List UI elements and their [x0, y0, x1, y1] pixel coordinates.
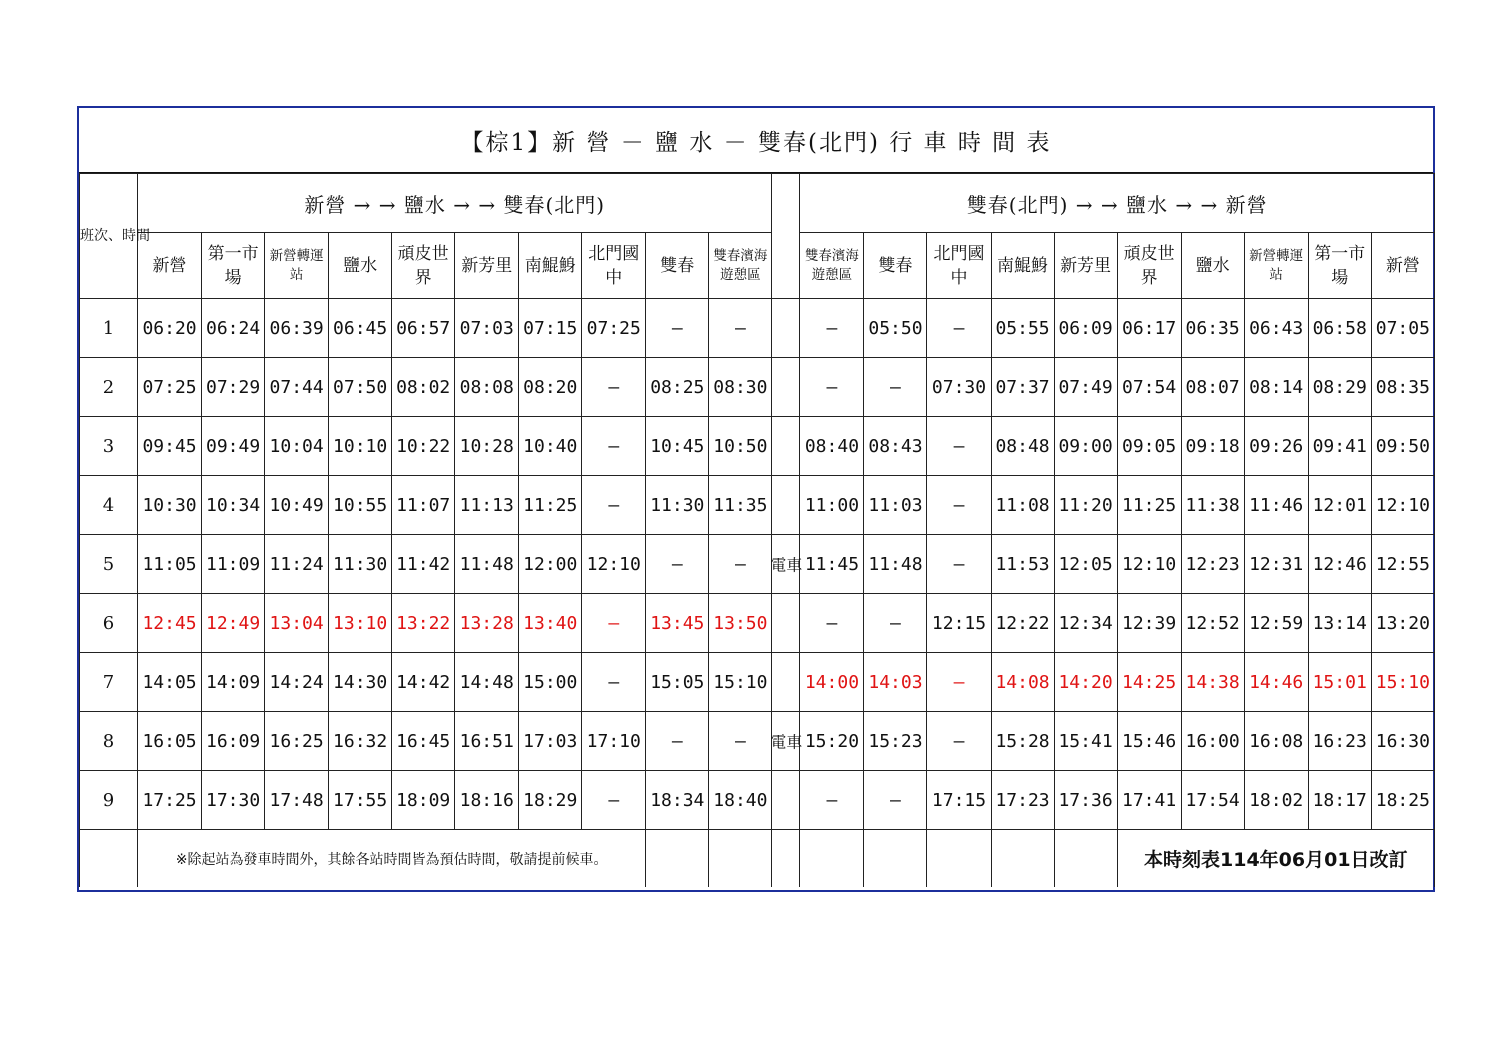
direction-outbound: 新營 → → 鹽水 → → 雙春(北門) [138, 174, 772, 233]
time-cell-inbound: 12:39 [1117, 594, 1181, 653]
footer-empty-cell [772, 830, 800, 888]
time-cell-inbound: 05:50 [864, 299, 927, 358]
time-cell-inbound: 17:54 [1181, 771, 1244, 830]
time-cell-outbound: — [646, 712, 709, 771]
time-cell-inbound: 17:23 [991, 771, 1054, 830]
time-cell-outbound: 15:10 [709, 653, 772, 712]
trip-number: 3 [80, 417, 138, 476]
time-cell-inbound: 09:26 [1244, 417, 1308, 476]
time-cell-inbound: 18:17 [1308, 771, 1371, 830]
time-cell-inbound: 09:00 [1054, 417, 1117, 476]
footer-note: ※除起站為發車時間外，其餘各站時間皆為預估時間，敬請提前候車。 [138, 830, 646, 888]
time-cell-outbound: 13:28 [455, 594, 519, 653]
stop-inbound-8: 第一市場 [1308, 233, 1371, 299]
time-cell-inbound: 15:46 [1117, 712, 1181, 771]
direction-inbound: 雙春(北門) → → 鹽水 → → 新營 [800, 174, 1435, 233]
time-cell-outbound: 16:25 [265, 712, 329, 771]
stop-inbound-0: 雙春濱海遊憩區 [800, 233, 864, 299]
time-cell-outbound: 18:34 [646, 771, 709, 830]
time-cell-inbound: 15:20 [800, 712, 864, 771]
time-cell-inbound: 14:20 [1054, 653, 1117, 712]
stop-inbound-9: 新營 [1371, 233, 1434, 299]
time-cell-inbound: — [864, 358, 927, 417]
time-cell-outbound: 14:09 [202, 653, 265, 712]
gap-header [772, 174, 800, 299]
footer-row [80, 830, 1435, 888]
time-cell-inbound: 15:41 [1054, 712, 1117, 771]
time-cell-outbound: 13:40 [519, 594, 582, 653]
time-cell-inbound: 16:23 [1308, 712, 1371, 771]
time-cell-inbound: 14:46 [1244, 653, 1308, 712]
time-cell-inbound: — [864, 771, 927, 830]
time-cell-inbound: 11:53 [991, 535, 1054, 594]
time-cell-inbound: 11:48 [864, 535, 927, 594]
time-cell-outbound: 07:29 [202, 358, 265, 417]
time-cell-inbound: 14:00 [800, 653, 864, 712]
trip-row [80, 535, 1435, 594]
time-cell-outbound: — [582, 653, 646, 712]
time-cell-inbound: 12:10 [1371, 476, 1434, 535]
vehicle-type-cell [772, 358, 800, 417]
time-cell-inbound: — [864, 594, 927, 653]
time-cell-outbound: — [646, 299, 709, 358]
time-cell-inbound: 15:01 [1308, 653, 1371, 712]
time-cell-inbound: — [927, 476, 991, 535]
time-cell-outbound: 11:05 [138, 535, 202, 594]
time-cell-inbound: 17:41 [1117, 771, 1181, 830]
time-cell-inbound: — [927, 535, 991, 594]
time-cell-outbound: — [582, 594, 646, 653]
time-cell-inbound: 07:05 [1371, 299, 1434, 358]
time-cell-outbound: 10:10 [329, 417, 392, 476]
timetable-grid [79, 173, 1435, 887]
time-cell-outbound: 11:35 [709, 476, 772, 535]
time-cell-outbound: 14:24 [265, 653, 329, 712]
time-cell-outbound: 10:45 [646, 417, 709, 476]
time-cell-inbound: 11:25 [1117, 476, 1181, 535]
time-cell-outbound: 18:40 [709, 771, 772, 830]
time-cell-inbound: 13:14 [1308, 594, 1371, 653]
time-cell-inbound: 08:14 [1244, 358, 1308, 417]
time-cell-outbound: 17:03 [519, 712, 582, 771]
time-cell-inbound: 18:25 [1371, 771, 1434, 830]
time-cell-inbound: 08:43 [864, 417, 927, 476]
footer-empty-cell [800, 830, 864, 888]
stop-inbound-4: 新芳里 [1054, 233, 1117, 299]
stop-outbound-8: 雙春 [646, 233, 709, 299]
time-cell-inbound: 05:55 [991, 299, 1054, 358]
time-cell-outbound: 06:39 [265, 299, 329, 358]
time-cell-outbound: 07:44 [265, 358, 329, 417]
time-cell-outbound: 09:49 [202, 417, 265, 476]
time-cell-inbound: 07:30 [927, 358, 991, 417]
time-cell-outbound: — [709, 712, 772, 771]
time-cell-inbound: 11:03 [864, 476, 927, 535]
time-cell-outbound: 09:45 [138, 417, 202, 476]
time-cell-outbound: 08:30 [709, 358, 772, 417]
time-cell-inbound: 16:00 [1181, 712, 1244, 771]
footer-blank [80, 830, 138, 888]
trip-row [80, 771, 1435, 830]
time-cell-outbound: 06:20 [138, 299, 202, 358]
time-cell-inbound: 11:46 [1244, 476, 1308, 535]
stop-outbound-2: 新營轉運站 [265, 233, 329, 299]
time-cell-inbound: — [800, 358, 864, 417]
time-cell-inbound: 09:41 [1308, 417, 1371, 476]
time-cell-inbound: 06:43 [1244, 299, 1308, 358]
time-cell-outbound: 08:25 [646, 358, 709, 417]
trip-row [80, 299, 1435, 358]
time-cell-outbound: — [582, 417, 646, 476]
footer-empty-cell [646, 830, 709, 888]
time-cell-outbound: 10:34 [202, 476, 265, 535]
time-cell-inbound: 12:05 [1054, 535, 1117, 594]
stop-inbound-7: 新營轉運站 [1244, 233, 1308, 299]
time-cell-inbound: 12:10 [1117, 535, 1181, 594]
time-cell-outbound: — [582, 476, 646, 535]
time-cell-outbound: 16:32 [329, 712, 392, 771]
time-cell-outbound: 11:07 [392, 476, 455, 535]
stop-inbound-1: 雙春 [864, 233, 927, 299]
time-cell-outbound: 13:10 [329, 594, 392, 653]
stop-inbound-3: 南鯤鯓 [991, 233, 1054, 299]
time-cell-inbound: 11:20 [1054, 476, 1117, 535]
time-cell-outbound: 11:25 [519, 476, 582, 535]
time-cell-outbound: 14:30 [329, 653, 392, 712]
time-cell-inbound: 07:49 [1054, 358, 1117, 417]
time-cell-inbound: 17:36 [1054, 771, 1117, 830]
time-cell-outbound: 11:42 [392, 535, 455, 594]
time-cell-inbound: 12:31 [1244, 535, 1308, 594]
time-cell-inbound: — [927, 653, 991, 712]
time-cell-outbound: 06:24 [202, 299, 265, 358]
time-cell-inbound: 15:10 [1371, 653, 1434, 712]
time-cell-outbound: — [709, 535, 772, 594]
time-cell-outbound: 11:48 [455, 535, 519, 594]
footer-empty-cell [1054, 830, 1117, 888]
time-cell-inbound: 09:50 [1371, 417, 1434, 476]
time-cell-outbound: 10:04 [265, 417, 329, 476]
time-cell-outbound: 16:09 [202, 712, 265, 771]
time-cell-outbound: 12:45 [138, 594, 202, 653]
vehicle-type-label: 電車 [770, 555, 803, 575]
stop-inbound-6: 鹽水 [1181, 233, 1244, 299]
time-cell-outbound: 15:00 [519, 653, 582, 712]
time-cell-outbound: 13:04 [265, 594, 329, 653]
time-cell-outbound: — [582, 771, 646, 830]
time-cell-inbound: 15:23 [864, 712, 927, 771]
time-cell-inbound: 11:38 [1181, 476, 1244, 535]
trip-number: 9 [80, 771, 138, 830]
time-cell-inbound: 12:46 [1308, 535, 1371, 594]
time-cell-outbound: 07:25 [582, 299, 646, 358]
trip-row [80, 358, 1435, 417]
time-cell-inbound: — [927, 712, 991, 771]
corner-label: 班次、時間 [80, 174, 138, 299]
time-cell-inbound: — [927, 299, 991, 358]
stop-outbound-3: 鹽水 [329, 233, 392, 299]
time-cell-outbound: 17:48 [265, 771, 329, 830]
time-cell-outbound: 17:10 [582, 712, 646, 771]
time-cell-inbound: 14:25 [1117, 653, 1181, 712]
time-cell-outbound: 18:09 [392, 771, 455, 830]
vehicle-type-cell [772, 476, 800, 535]
trip-row [80, 417, 1435, 476]
time-cell-inbound: 08:29 [1308, 358, 1371, 417]
time-cell-inbound: 12:34 [1054, 594, 1117, 653]
time-cell-inbound: 12:23 [1181, 535, 1244, 594]
vehicle-type-cell [772, 653, 800, 712]
time-cell-inbound: 12:52 [1181, 594, 1244, 653]
time-cell-outbound: 10:28 [455, 417, 519, 476]
time-cell-outbound: 11:30 [329, 535, 392, 594]
time-cell-outbound: 16:05 [138, 712, 202, 771]
footer-empty-cell [991, 830, 1054, 888]
time-cell-outbound: 11:09 [202, 535, 265, 594]
time-cell-outbound: 12:10 [582, 535, 646, 594]
time-cell-outbound: 06:45 [329, 299, 392, 358]
trip-row [80, 594, 1435, 653]
time-cell-outbound: 07:25 [138, 358, 202, 417]
vehicle-type-cell [772, 299, 800, 358]
revision-date: 本時刻表114年06月01日改訂 [1117, 830, 1434, 888]
time-cell-inbound: — [927, 417, 991, 476]
trip-row [80, 653, 1435, 712]
time-cell-outbound: 16:51 [455, 712, 519, 771]
trip-number: 2 [80, 358, 138, 417]
footer-empty-cell [864, 830, 927, 888]
time-cell-inbound: — [800, 771, 864, 830]
vehicle-type-cell [772, 594, 800, 653]
vehicle-type-cell [772, 417, 800, 476]
time-cell-inbound: 13:20 [1371, 594, 1434, 653]
stop-outbound-4: 頑皮世界 [392, 233, 455, 299]
time-cell-inbound: 12:55 [1371, 535, 1434, 594]
time-cell-inbound: 14:08 [991, 653, 1054, 712]
stop-inbound-5: 頑皮世界 [1117, 233, 1181, 299]
time-cell-inbound: 08:35 [1371, 358, 1434, 417]
time-cell-inbound: 07:54 [1117, 358, 1181, 417]
time-cell-outbound: 08:02 [392, 358, 455, 417]
time-cell-outbound: 14:48 [455, 653, 519, 712]
trip-number: 6 [80, 594, 138, 653]
time-cell-inbound: 12:01 [1308, 476, 1371, 535]
time-cell-inbound: 06:35 [1181, 299, 1244, 358]
time-cell-outbound: 10:55 [329, 476, 392, 535]
time-cell-inbound: 15:28 [991, 712, 1054, 771]
time-cell-outbound: — [709, 299, 772, 358]
time-cell-outbound: 06:57 [392, 299, 455, 358]
stops-header-row [80, 233, 1435, 299]
time-cell-inbound: 12:15 [927, 594, 991, 653]
time-cell-outbound: — [582, 358, 646, 417]
time-cell-outbound: 18:16 [455, 771, 519, 830]
vehicle-type-cell [770, 535, 803, 594]
time-cell-outbound: 17:25 [138, 771, 202, 830]
trip-number: 8 [80, 712, 138, 771]
time-cell-outbound: 11:13 [455, 476, 519, 535]
time-cell-inbound: 14:38 [1181, 653, 1244, 712]
trip-number: 1 [80, 299, 138, 358]
time-cell-outbound: 14:05 [138, 653, 202, 712]
stop-outbound-6: 南鯤鯓 [519, 233, 582, 299]
time-cell-inbound: 12:59 [1244, 594, 1308, 653]
time-cell-inbound: — [800, 594, 864, 653]
time-cell-outbound: 13:22 [392, 594, 455, 653]
time-cell-outbound: 18:29 [519, 771, 582, 830]
time-cell-outbound: 13:45 [646, 594, 709, 653]
vehicle-type-cell [772, 771, 800, 830]
stop-outbound-1: 第一市場 [202, 233, 265, 299]
time-cell-outbound: 08:20 [519, 358, 582, 417]
time-cell-inbound: 18:02 [1244, 771, 1308, 830]
time-cell-outbound: 07:15 [519, 299, 582, 358]
time-cell-outbound: 10:22 [392, 417, 455, 476]
trip-number: 5 [80, 535, 138, 594]
time-cell-outbound: 12:49 [202, 594, 265, 653]
time-cell-inbound: 12:22 [991, 594, 1054, 653]
time-cell-outbound: 12:00 [519, 535, 582, 594]
time-cell-outbound: 10:50 [709, 417, 772, 476]
trip-row [80, 476, 1435, 535]
time-cell-inbound: 17:15 [927, 771, 991, 830]
time-cell-outbound: 08:08 [455, 358, 519, 417]
trip-row [80, 712, 1435, 771]
time-cell-outbound: 14:42 [392, 653, 455, 712]
footer-empty-cell [927, 830, 991, 888]
time-cell-outbound: 11:24 [265, 535, 329, 594]
time-cell-inbound: 08:40 [800, 417, 864, 476]
time-cell-outbound: 07:03 [455, 299, 519, 358]
time-cell-outbound: 10:40 [519, 417, 582, 476]
time-cell-outbound: 17:30 [202, 771, 265, 830]
timetable-title: 【棕1】新 營 － 鹽 水 － 雙春(北門) 行 車 時 間 表 [79, 108, 1433, 174]
time-cell-inbound: 06:09 [1054, 299, 1117, 358]
vehicle-type-cell [770, 712, 803, 771]
time-cell-inbound: 07:37 [991, 358, 1054, 417]
time-cell-outbound: 11:30 [646, 476, 709, 535]
time-cell-inbound: 11:08 [991, 476, 1054, 535]
time-cell-outbound: — [646, 535, 709, 594]
time-cell-outbound: 10:30 [138, 476, 202, 535]
time-cell-inbound: 06:58 [1308, 299, 1371, 358]
time-cell-inbound: 08:48 [991, 417, 1054, 476]
stop-outbound-7: 北門國中 [582, 233, 646, 299]
time-cell-inbound: 16:08 [1244, 712, 1308, 771]
time-cell-inbound: 11:45 [800, 535, 864, 594]
footer-empty-cell [709, 830, 772, 888]
time-cell-inbound: 09:18 [1181, 417, 1244, 476]
time-cell-outbound: 17:55 [329, 771, 392, 830]
time-cell-outbound: 13:50 [709, 594, 772, 653]
timetable-sheet [77, 106, 1435, 892]
time-cell-outbound: 15:05 [646, 653, 709, 712]
time-cell-inbound: 09:05 [1117, 417, 1181, 476]
time-cell-outbound: 16:45 [392, 712, 455, 771]
time-cell-inbound: — [800, 299, 864, 358]
time-cell-outbound: 07:50 [329, 358, 392, 417]
time-cell-inbound: 11:00 [800, 476, 864, 535]
stop-outbound-0: 新營 [138, 233, 202, 299]
time-cell-inbound: 08:07 [1181, 358, 1244, 417]
stop-outbound-9: 雙春濱海遊憩區 [709, 233, 772, 299]
stop-outbound-5: 新芳里 [455, 233, 519, 299]
time-cell-inbound: 14:03 [864, 653, 927, 712]
vehicle-type-label: 電車 [770, 732, 803, 752]
trip-number: 4 [80, 476, 138, 535]
stop-inbound-2: 北門國中 [927, 233, 991, 299]
time-cell-inbound: 06:17 [1117, 299, 1181, 358]
time-cell-outbound: 10:49 [265, 476, 329, 535]
trip-number: 7 [80, 653, 138, 712]
time-cell-inbound: 16:30 [1371, 712, 1434, 771]
